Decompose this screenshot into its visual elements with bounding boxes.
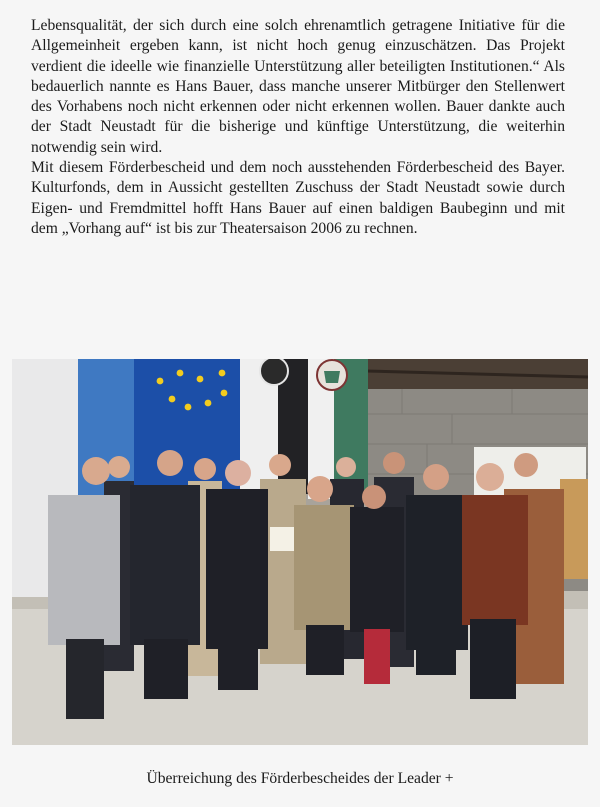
eu-flag (134, 359, 242, 499)
article-text (31, 16, 565, 239)
coat-of-arms-emblem (260, 359, 288, 385)
group-photo (12, 359, 588, 745)
article-paragraph: Lebensqualität, der sich durch eine solch ehrenamtlich getragene Initiative für die Allgemeinheit ergeben kann, ist nicht hoch genug einzuschätzen. Das Projekt verdient die ideelle wie finanzielle Unterstützung aller beteiligten Institutionen.“ Als bedauerlich nannte es Hans Bauer, dass manche unserer Mitbürger den Stellenwert des Vorhabens noch nicht erkennen oder nicht erkennen wollen. Bauer dankte auch der Stadt Neustadt für die bisherige und künftige Unterstützung, die weiterhin notwendig sein wird. (31, 17, 565, 156)
article-paragraph: Mit diesem Förderbescheid und dem noch ausstehenden Förderbescheid des Bayer. Kulturfonds, dem in Aussicht gestellten Zuschuss der Stadt Neustadt sowie durch Eigen- und Fremdmittel hofft Hans Bauer auf einen baldigen Baubeginn und mit dem „Vorhang auf“ ist bis zur Theatersaison 2006 zu rechnen. (31, 159, 565, 237)
photo-caption: Überreichung des Förderbescheides der Leader + (146, 770, 454, 787)
group-photo-illustration (12, 359, 588, 745)
wooden-board (560, 479, 588, 579)
